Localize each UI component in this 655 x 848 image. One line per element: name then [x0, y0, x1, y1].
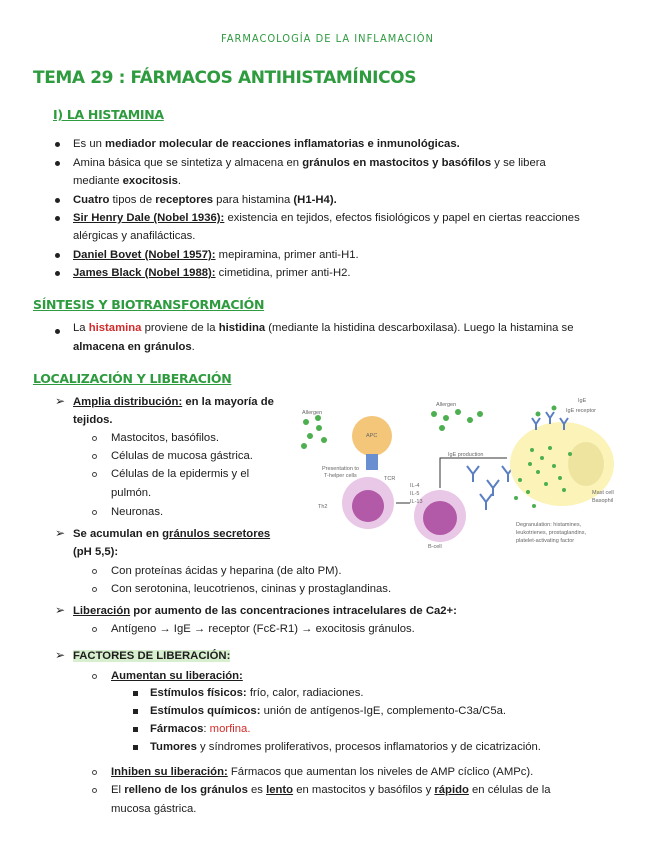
tcr-complex: [366, 454, 378, 470]
label-il13: IL-13: [410, 499, 423, 505]
label-apc: APC: [366, 433, 378, 439]
label-bcell: B-cell: [428, 544, 442, 550]
label-ige-production: IgE production: [448, 452, 484, 458]
circle-bullet: [92, 436, 97, 441]
list-item: La histamina proviene de la histidina (mediante la histidina descarboxilasa). Luego la histamina se: [73, 322, 574, 334]
bullet-dot: [55, 216, 60, 221]
list-item-continuation: mediante exocitosis.: [73, 175, 182, 187]
label-il5: IL-5: [410, 491, 420, 497]
list-item: Inhiben su liberación: Fármacos que aumentan los niveles de AMP cíclico (AMPc).: [111, 766, 534, 778]
list-item: Sir Henry Dale (Nobel 1936): existencia en tejidos, efectos fisiológicos y papel en ciertas reacciones: [73, 212, 580, 224]
allergen-dots-left: [301, 415, 327, 449]
list-item-continuation: pulmón.: [111, 487, 152, 499]
arrow-bullet-icon: ➢: [55, 648, 66, 662]
square-bullet: [133, 691, 138, 696]
label-th2: Th2: [318, 504, 328, 510]
t-cell-nucleus: [352, 490, 384, 522]
label-basophil: Basophil: [592, 498, 614, 504]
arrow-bullet-icon: ➢: [55, 526, 66, 540]
circle-bullet: [92, 454, 97, 459]
bullet-dot: [55, 329, 60, 334]
list-item-continuation: mucosa gástrica.: [111, 803, 197, 815]
section-heading-histamina: I) LA HISTAMINA: [53, 107, 164, 122]
list-item-continuation: tejidos.: [73, 414, 113, 426]
list-item: James Black (Nobel 1988): cimetidina, primer anti-H2.: [73, 267, 351, 279]
bullet-dot: [55, 271, 60, 276]
bullet-dot: [55, 198, 60, 203]
square-bullet: [133, 745, 138, 750]
list-item: Antígeno → IgE → receptor (FcƐ-R1) → exocitosis gránulos.: [111, 623, 415, 635]
allergen-dots-top: [431, 409, 483, 431]
ige-antibodies: [467, 466, 514, 510]
list-item: El relleno de los gránulos es lento en mastocitos y basófilos y rápido en células de la: [111, 784, 551, 796]
mast-cell-nucleus: [568, 442, 604, 486]
list-item: Cuatro tipos de receptores para histamina (H1-H4).: [73, 194, 337, 206]
label-degranulation-2: leukotrienes, prostaglandins,: [516, 530, 587, 536]
list-item-factores: FACTORES DE LIBERACIÓN:: [73, 650, 231, 662]
list-item: Células de la epidermis y el: [111, 468, 250, 480]
bullet-dot: [55, 161, 60, 166]
arrow-bullet-icon: ➢: [55, 394, 66, 408]
circle-bullet: [92, 472, 97, 477]
list-item: Mastocitos, basófilos.: [111, 432, 219, 444]
list-item: Con serotonina, leucotrienos, cininas y prostaglandinas.: [111, 583, 392, 595]
document-header: FARMACOLOGÍA DE LA INFLAMACIÓN: [221, 32, 434, 45]
list-item: Liberación por aumento de las concentraciones intracelulares de Ca2+:: [73, 605, 457, 617]
list-item: Se acumulan en gránulos secretores: [73, 528, 271, 540]
label-presentation-2: T-helper cells: [324, 473, 357, 479]
circle-bullet: [92, 627, 97, 632]
histamine-release-figure: [292, 388, 632, 558]
square-bullet: [133, 709, 138, 714]
label-mast-cell: Mast cell: [592, 490, 614, 496]
list-item-continuation: alérgicas y anafilácticas.: [73, 230, 196, 242]
circle-bullet: [92, 569, 97, 574]
arrow-bullet-icon: ➢: [55, 603, 66, 617]
circle-bullet: [92, 587, 97, 592]
label-degranulation-1: Degranulation: histamines,: [516, 522, 582, 528]
circle-bullet: [92, 770, 97, 775]
circle-bullet: [92, 510, 97, 515]
list-item: Daniel Bovet (Nobel 1957): mepiramina, primer anti-H1.: [73, 249, 359, 261]
section-heading-localizacion: LOCALIZACIÓN Y LIBERACIÓN: [33, 371, 232, 386]
label-ige: IgE: [578, 398, 587, 404]
list-item-continuation: almacena en gránulos.: [73, 341, 195, 353]
b-cell-nucleus: [423, 501, 457, 535]
list-item: Amplia distribución: en la mayoría de: [73, 396, 274, 408]
list-item: Células de mucosa gástrica.: [111, 450, 253, 462]
list-item: Amina básica que se sintetiza y almacena en gránulos en mastocitos y basófilos y se libera: [73, 157, 546, 169]
label-presentation: Presentation to: [322, 466, 359, 472]
list-item: Neuronas.: [111, 506, 164, 518]
list-item-continuation: (pH 5,5):: [73, 546, 119, 558]
label-il4: IL-4: [410, 483, 420, 489]
label-tcr: TCR: [384, 476, 396, 482]
label-ige-receptor: IgE receptor: [566, 408, 596, 414]
section-heading-sintesis: SÍNTESIS Y BIOTRANSFORMACIÓN: [33, 297, 265, 312]
label-degranulation-3: platelet-activating factor: [516, 538, 575, 544]
page-title: TEMA 29 : FÁRMACOS ANTIHISTAMÍNICOS: [33, 68, 417, 88]
list-item: Fármacos: morfina.: [150, 723, 251, 735]
list-item: Tumores y síndromes proliferativos, procesos inflamatorios y de cicatrización.: [150, 741, 541, 753]
list-item: Estímulos físicos: frío, calor, radiaciones.: [150, 687, 364, 699]
bullet-dot: [55, 253, 60, 258]
label-allergen-top: Allergen: [436, 402, 457, 408]
circle-bullet: [92, 674, 97, 679]
circle-bullet: [92, 788, 97, 793]
square-bullet: [133, 727, 138, 732]
allergen-dots-right: [536, 406, 557, 417]
list-item: Estímulos químicos: unión de antígenos-IgE, complemento-C3a/C5a.: [150, 705, 507, 717]
list-item: Es un mediador molecular de reacciones inflamatorias e inmunológicas.: [73, 138, 460, 150]
bullet-dot: [55, 142, 60, 147]
list-item: Con proteínas ácidas y heparina (de alto PM).: [111, 565, 342, 577]
list-item: Aumentan su liberación:: [111, 670, 243, 682]
label-allergen-left: Allergen: [302, 410, 323, 416]
